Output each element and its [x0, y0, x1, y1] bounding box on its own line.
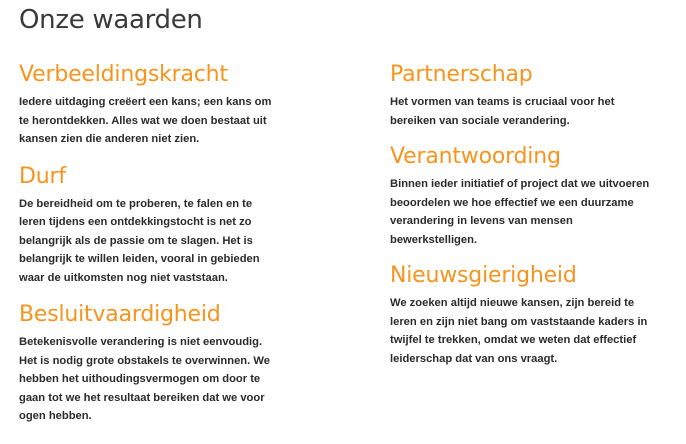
- text-line: hebben het uithoudingsvermogen om door te: [19, 373, 261, 385]
- text-line: leiderschap dat van ons vraagt.: [390, 352, 558, 365]
- text-line: twijfel te trekken, omdat we weten dat effectief: [390, 334, 637, 346]
- value-description: [390, 175, 680, 249]
- value-verantwoording: [390, 142, 680, 249]
- value-partnerschap: [390, 60, 680, 130]
- page-title: Onze waarden: [19, 5, 203, 35]
- text-line: verandering in levens van mensen: [390, 215, 573, 227]
- text-line: kansen zien die anderen niet zien.: [19, 133, 200, 145]
- value-nieuwsgierigheid: [390, 261, 680, 368]
- value-verbeeldingskracht: [19, 60, 309, 149]
- text-line: Iedere uitdaging creëert een kans; een kans om: [19, 96, 272, 108]
- value-description: [19, 195, 309, 288]
- value-heading: Durf: [19, 163, 66, 189]
- text-line: Het is nodig grote obstakels te overwinnen. We: [19, 354, 270, 367]
- text-line: Betekenisvolle verandering is niet eenvoudig.: [19, 336, 263, 348]
- value-heading: Nieuwsgierigheid: [390, 263, 577, 288]
- text-line: bereiken van sociale verandering.: [390, 114, 570, 127]
- values-right-column: [390, 60, 680, 368]
- text-line: We zoeken altijd nieuwe kansen, zijn bereid te: [390, 297, 635, 309]
- text-line: ogen hebben.: [19, 410, 92, 422]
- value-heading: Besluitvaardigheid: [19, 302, 221, 327]
- text-line: beoordelen we hoe effectief we een duurzame: [390, 196, 634, 209]
- values-left-column: [19, 60, 309, 426]
- text-line: bewerkstelligen.: [390, 233, 478, 246]
- text-line: gaan tot we het resultaat bereiken dat we voor: [19, 391, 265, 404]
- text-line: belangrijk als de passie om te slagen. Het is: [19, 234, 253, 247]
- text-line: Het vormen van teams is cruciaal voor het: [390, 96, 615, 108]
- text-line: leren tijdens een ontdekkingstocht is net zo: [19, 216, 252, 228]
- value-heading: Verantwoording: [390, 144, 561, 169]
- value-durf: [19, 162, 309, 288]
- text-line: te herontdekken. Alles wat we doen bestaat uit: [19, 114, 267, 127]
- text-line: leren en zijn niet bang om vaststaande kaders in: [390, 315, 648, 328]
- value-description: [390, 294, 680, 368]
- value-heading: Partnerschap: [390, 62, 533, 87]
- text-line: belangrijk te willen leiden, vooral in gebieden: [19, 253, 260, 265]
- value-besluitvaardigheid: [19, 300, 309, 426]
- value-heading: Verbeeldingskracht: [19, 62, 228, 87]
- text-line: Binnen ieder initiatief of project dat we uitvoeren: [390, 178, 650, 190]
- value-description: [390, 93, 680, 130]
- value-description: [19, 333, 309, 426]
- text-line: De bereidheid om te proberen, te falen en te: [19, 197, 253, 210]
- value-description: [19, 93, 309, 149]
- text-line: waar de uitkomsten nog niet vaststaan.: [19, 271, 228, 284]
